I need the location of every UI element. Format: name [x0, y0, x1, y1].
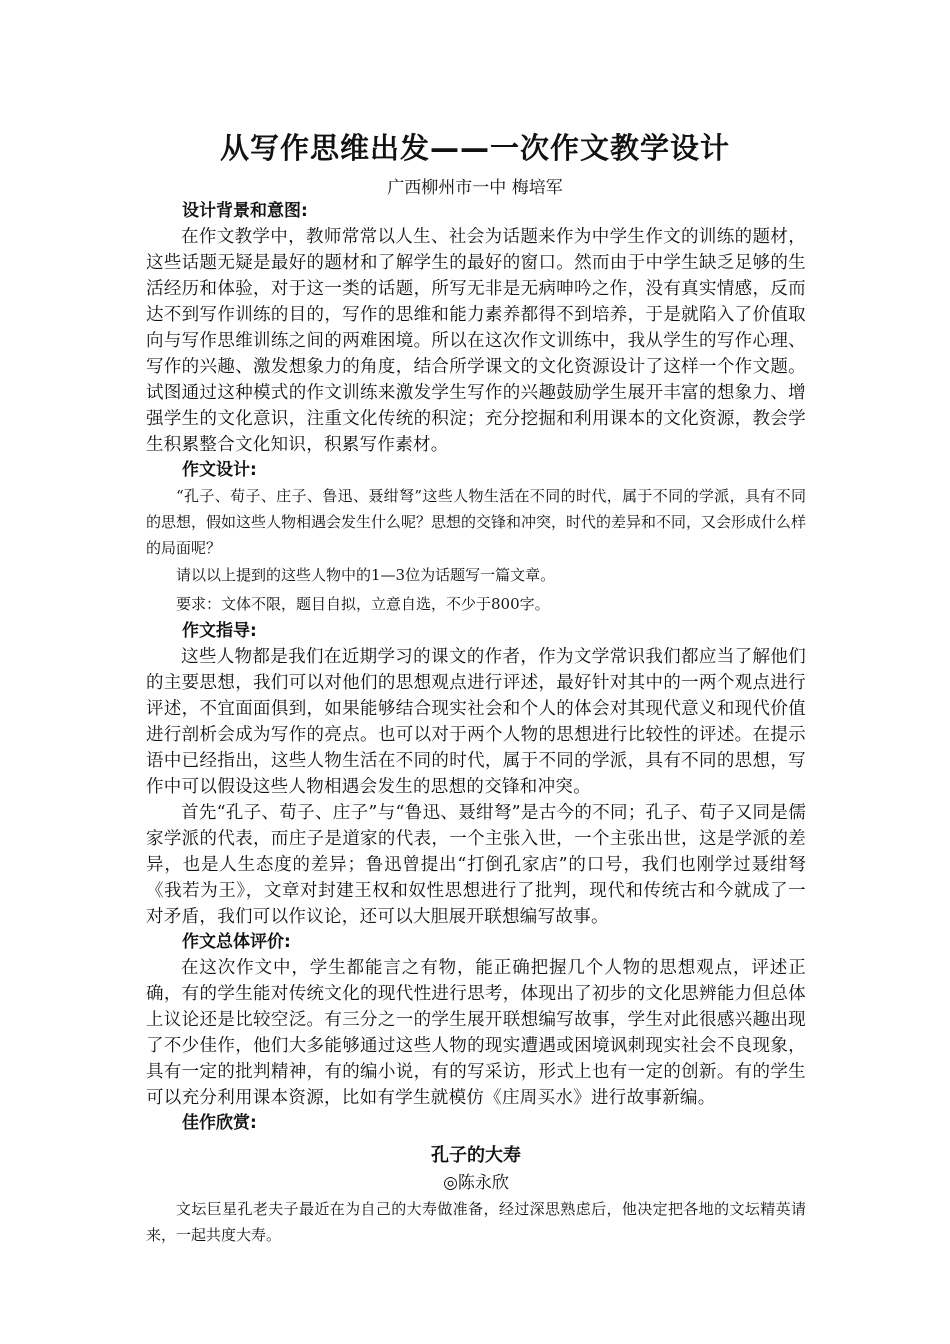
section-design: [146, 458, 806, 619]
paragraph-design: “孔子、荀子、庄子、鲁迅、聂绀弩”这些人物生活在不同的时代，属于不同的学派，具有不同的思想，假如这些人物相遇会发生什么呢？思想的交锋和冲突，时代的差异和不同，又会形成什么样的局面呢？: [146, 487, 807, 557]
essay-title: 孔子的大寿: [431, 1145, 521, 1166]
writing-prompt: 请以以上提到的这些人物中的1—3位为话题写一篇文章。: [176, 566, 556, 584]
section-evaluation: [146, 930, 806, 1111]
section-heading-design: 作文设计:: [182, 460, 257, 480]
essay-author: ◎陈永欣: [443, 1173, 509, 1193]
section-guidance: [146, 619, 806, 930]
section-background: [146, 199, 806, 458]
paragraph-background: 在作文教学中，教师常常以人生、社会为话题来作为中学生作文的训练的题材，这些话题无疑是最好的题材和了解学生的最好的窗口。然而由于中学生缺乏足够的生活经历和体验，对于这一类的话题，所写无非是无病呻吟之作，没有真实情感，反而达不到写作训练的目的，写作的思维和能力素养都得不到培养，于是就陷入了价值取向与写作思维训练之间的两难困境。所以在这次作文训练中，我从学生的写作心理、写作的兴趣、激发想象力的角度，结合所学课文的文化资源设计了这样一个作文题。试图通过这种模式的作文训练来激发学生写作的兴趣鼓励学生展开丰富的想象力、增强学生的文化意识，注重文化传统的积淀；充分挖掘和利用课本的文化资源，教会学生积累整合文化知识，积累写作素材。: [146, 227, 806, 455]
paragraph-evaluation: 在这次作文中，学生都能言之有物，能正确把握几个人物的思想观点，评述正确，有的学生能对传统文化的现代性进行思考，体现出了初步的文化思辨能力但总体上议论还是比较空泛。有三分之一的学生展开联想编写故事，学生对此很感兴趣出现了不少佳作，他们大多能够通过这些人物的现实遭遇或困境讽刺现实社会不良现象，具有一定的批判精神，有的编小说，有的写采访，形式上也有一定的创新。有的学生可以充分利用课本资源，比如有学生就模仿《庄周买水》进行故事新编。: [146, 958, 806, 1108]
paragraph-essay: 文坛巨星孔老夫子最近在为自己的大寿做准备，经过深思熟虑后，他决定把各地的文坛精英请来，一起共度大寿。: [146, 1200, 806, 1244]
paragraph-guidance-2: 首先“孔子、荀子、庄子”与“鲁迅、聂绀弩”是古今的不同；孔子、荀子又同是儒家学派的代表，而庄子是道家的代表，一个主张入世，一个主张出世，这是学派的差异，也是人生态度的差异；鲁迅曾提出“打倒孔家店”的口号，我们也刚学过聂绀弩《我若为王》，文章对封建王权和奴性思想进行了批判，现代和传统古和今就成了一对矛盾，我们可以作议论，还可以大胆展开联想编写故事。: [146, 803, 806, 927]
section-heading-background: 设计背景和意图:: [182, 201, 308, 221]
section-heading-guidance: 作文指导:: [182, 621, 257, 641]
author-line: 广西柳州市一中 梅培军: [387, 178, 563, 198]
section-heading-evaluation: 作文总体评价:: [182, 932, 291, 952]
document-title: 从写作思维出发——一次作文教学设计: [219, 131, 730, 165]
section-heading-showcase: 佳作欣赏:: [182, 1113, 257, 1133]
section-showcase: [146, 1111, 806, 1248]
paragraph-guidance-1: 这些人物都是我们在近期学习的课文的作者，作为文学常识我们都应当了解他们的主要思想，我们可以对他们的思想观点进行评述，最好针对其中的一两个观点进行评述，不宜面面俱到，如果能够结合现实社会和个人的体会对其现代意义和现代价值进行剖析会成为写作的亮点。也可以对于两个人物的思想进行比较性的评述。在提示语中已经指出，这些人物生活在不同的时代，属于不同的学派，具有不同的思想，写作中可以假设这些人物相遇会发生的思想的交锋和冲突。: [146, 647, 806, 797]
document-body: [146, 199, 806, 1248]
writing-requirement: 要求：文体不限，题目自拟，立意自选，不少于800字。: [176, 595, 550, 613]
